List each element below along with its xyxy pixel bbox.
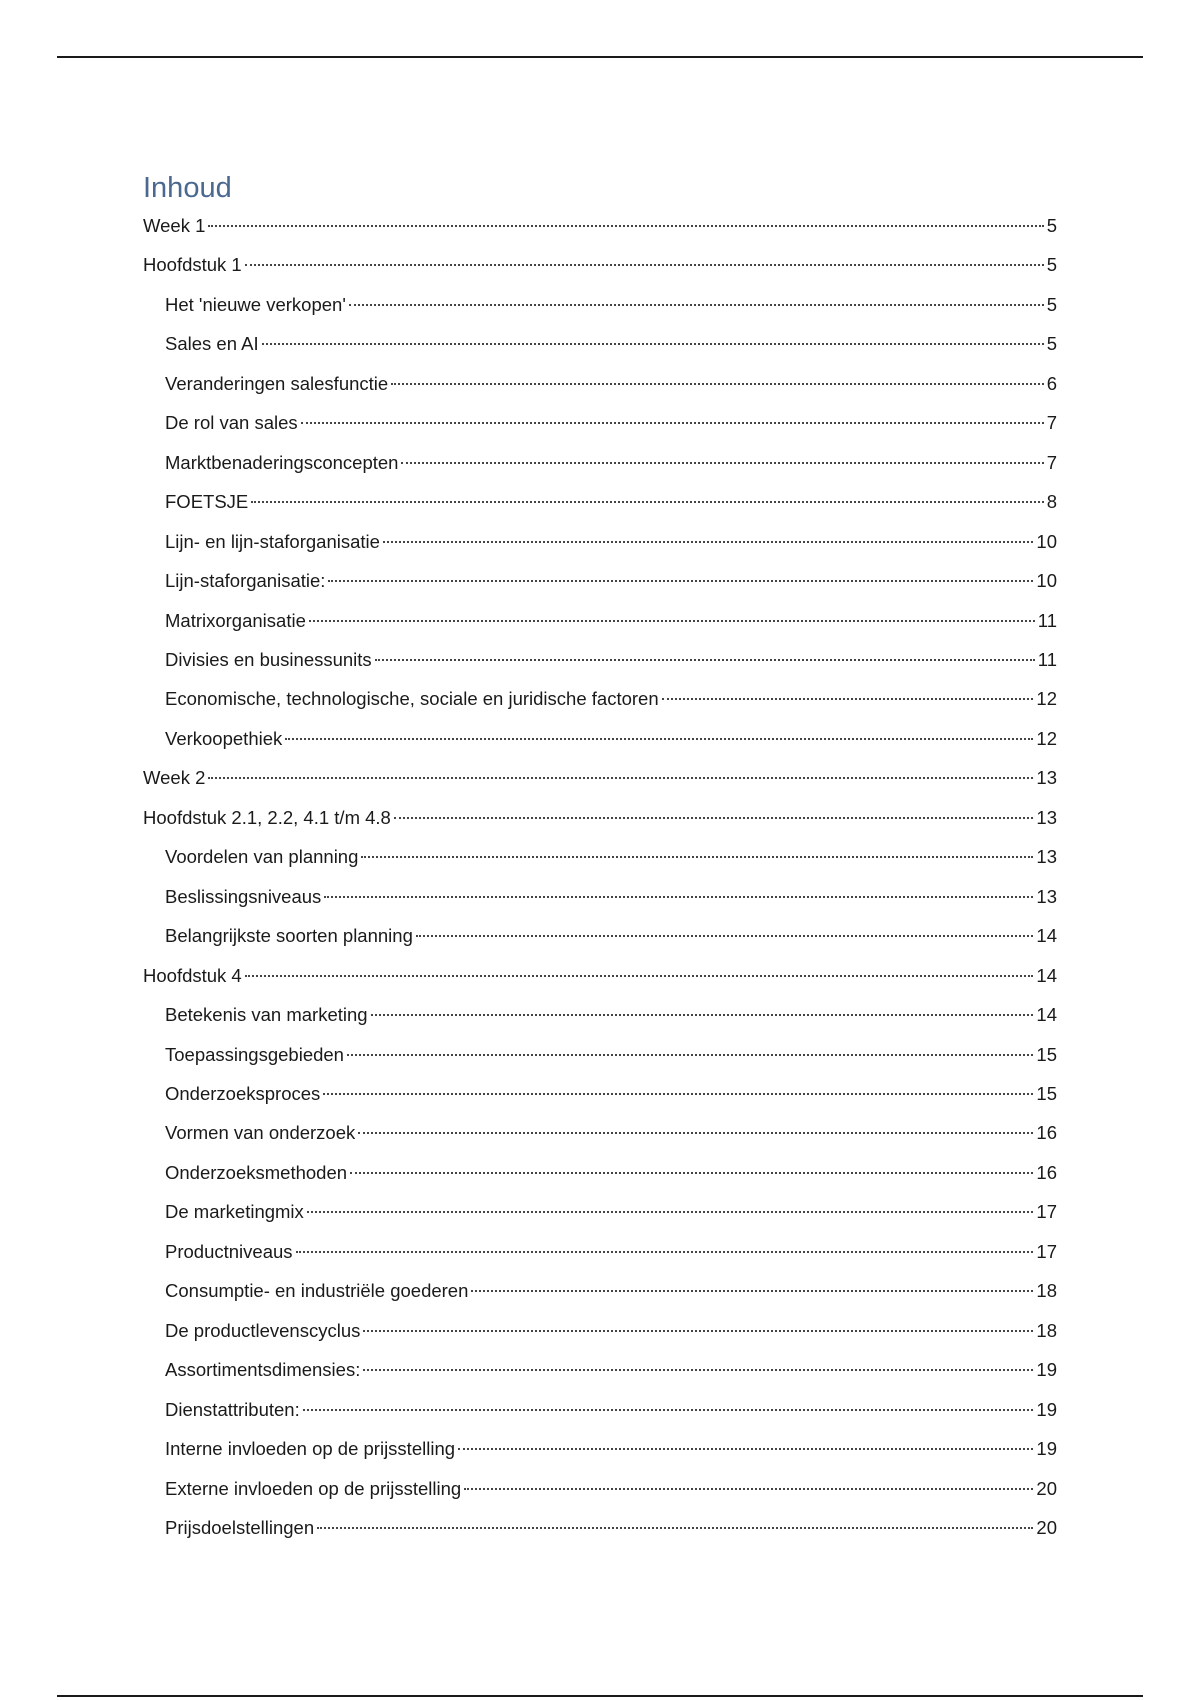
toc-leader-dots [471, 1290, 1033, 1292]
toc-entry-page: 14 [1036, 925, 1057, 947]
toc-entry-label: Externe invloeden op de prijsstelling [165, 1477, 462, 1499]
toc-entry-label: Lijn- en lijn-staforganisatie [165, 530, 380, 552]
toc-entry[interactable] [143, 916, 1057, 955]
toc-entry-label: Marktbenaderingsconcepten [165, 451, 399, 473]
toc-entry-page: 7 [1046, 451, 1057, 473]
toc-entry-label: Hoofdstuk 2.1, 2.2, 4.1 t/m 4.8 [143, 806, 391, 828]
toc-entry-label: Veranderingen salesfunctie [165, 372, 389, 394]
toc-entry-page: 5 [1046, 215, 1057, 236]
toc-entry-page: 15 [1036, 1043, 1057, 1065]
toc-entry-label: Hoofdstuk 1 [143, 254, 242, 276]
toc-entry-label: Lijn-staforganisatie: [165, 570, 326, 592]
toc-entry-page: 19 [1036, 1359, 1057, 1381]
toc-entry-page: 19 [1036, 1438, 1057, 1460]
toc-entry-page: 20 [1036, 1477, 1057, 1499]
toc-leader-dots [358, 1132, 1033, 1134]
toc-entry-label: Belangrijkste soorten planning [165, 925, 413, 947]
toc-entry-label: Matrixorganisatie [165, 609, 306, 631]
toc-entry-page: 16 [1036, 1161, 1057, 1183]
toc-entry-page: 11 [1037, 609, 1057, 631]
toc-entry-label: Divisies en businessunits [165, 648, 372, 670]
toc-entry[interactable] [143, 1271, 1057, 1310]
toc-entry-label: Verkoopethiek [165, 727, 283, 749]
toc-leader-dots [383, 541, 1034, 543]
toc-entry-page: 8 [1046, 491, 1057, 513]
toc-entry[interactable] [143, 995, 1057, 1034]
toc-entry-page: 11 [1037, 648, 1057, 670]
toc-leader-dots [296, 1251, 1034, 1253]
toc-entry-label: Onderzoeksmethoden [165, 1161, 348, 1183]
toc-entry[interactable] [143, 877, 1057, 916]
toc-leader-dots [361, 856, 1033, 858]
toc-entry-page: 12 [1036, 727, 1057, 749]
toc-entry[interactable] [143, 1232, 1057, 1271]
toc-entry[interactable] [143, 206, 1057, 245]
toc-entry[interactable] [143, 1035, 1057, 1074]
toc-entry-label: Beslissingsniveaus [165, 885, 322, 907]
toc-entry[interactable] [143, 324, 1057, 363]
toc-entry-page: 16 [1036, 1122, 1057, 1144]
toc-entry-label: Economische, technologische, sociale en juridische factoren [165, 688, 659, 710]
toc-entry[interactable] [143, 640, 1057, 679]
toc-leader-dots [416, 935, 1034, 937]
toc-entry-page: 14 [1036, 964, 1057, 986]
toc-entry-page: 5 [1046, 333, 1057, 355]
toc-entry-page: 20 [1036, 1516, 1057, 1538]
toc-leader-dots [285, 738, 1033, 740]
toc-entry-label: Interne invloeden op de prijsstelling [165, 1438, 456, 1460]
toc-entry-page: 18 [1036, 1319, 1057, 1341]
toc-entry[interactable] [143, 482, 1057, 521]
toc-leader-dots [391, 383, 1044, 385]
toc-leader-dots [317, 1527, 1033, 1529]
toc-entry-label: Sales en AI [165, 333, 259, 355]
toc-entry-label: De productlevenscyclus [165, 1319, 361, 1341]
toc-leader-dots [464, 1488, 1033, 1490]
toc-leader-dots [371, 1014, 1034, 1016]
toc-leader-dots [349, 304, 1044, 306]
toc-entry-page: 7 [1046, 412, 1057, 434]
toc-leader-dots [309, 620, 1035, 622]
toc-entry[interactable] [143, 1311, 1057, 1350]
toc-entry[interactable] [143, 1192, 1057, 1231]
toc-entry-label: De marketingmix [165, 1201, 304, 1223]
toc-leader-dots [401, 462, 1043, 464]
toc-entry[interactable] [143, 561, 1057, 600]
toc-entry-label: Hoofdstuk 4 [143, 964, 242, 986]
toc-entry[interactable] [143, 679, 1057, 718]
toc-entry-page: 17 [1036, 1201, 1057, 1223]
toc-entry[interactable] [143, 1074, 1057, 1113]
toc-entry-page: 10 [1036, 530, 1057, 552]
toc-entry-page: 13 [1036, 846, 1057, 868]
toc-entry-page: 14 [1036, 1004, 1057, 1026]
toc-entry-label: De rol van sales [165, 412, 298, 434]
toc-entry[interactable] [143, 719, 1057, 758]
toc-entry-page: 6 [1046, 372, 1057, 394]
toc-leader-dots [245, 975, 1034, 977]
table-of-contents [143, 170, 1057, 1547]
toc-entry[interactable] [143, 1390, 1057, 1429]
toc-leader-dots [245, 264, 1044, 266]
toc-entry-page: 5 [1046, 293, 1057, 315]
toc-entry[interactable] [143, 1113, 1057, 1152]
toc-entry[interactable] [143, 758, 1057, 797]
toc-leader-dots [662, 698, 1034, 700]
toc-entry[interactable] [143, 285, 1057, 324]
toc-entry-page: 15 [1036, 1082, 1057, 1104]
toc-entry-label: FOETSJE [165, 491, 249, 513]
toc-entry[interactable] [143, 1508, 1057, 1547]
toc-entry[interactable] [143, 837, 1057, 876]
toc-leader-dots [375, 659, 1035, 661]
toc-entry[interactable] [143, 1429, 1057, 1468]
toc-entry-page: 18 [1036, 1280, 1057, 1302]
toc-entry[interactable] [143, 601, 1057, 640]
toc-entry[interactable] [143, 1153, 1057, 1192]
toc-entry-label: Het 'nieuwe verkopen' [165, 293, 346, 315]
toc-entry-page: 17 [1036, 1240, 1057, 1262]
toc-entry-label: Consumptie- en industriële goederen [165, 1280, 469, 1302]
toc-leader-dots [303, 1409, 1034, 1411]
toc-entry[interactable] [143, 364, 1057, 403]
toc-entry-label: Toepassingsgebieden [165, 1043, 344, 1065]
toc-leader-dots [324, 896, 1033, 898]
footer-rule [57, 1695, 1143, 1697]
toc-entry-page: 13 [1036, 885, 1057, 907]
toc-leader-dots [262, 343, 1044, 345]
toc-title: Inhoud [143, 172, 232, 204]
toc-leader-dots [301, 422, 1044, 424]
toc-leader-dots [208, 777, 1033, 779]
toc-entry[interactable] [143, 522, 1057, 561]
toc-leader-dots [363, 1369, 1033, 1371]
toc-entry-page: 13 [1036, 767, 1057, 789]
toc-entry[interactable] [143, 1350, 1057, 1389]
toc-leader-dots [350, 1172, 1033, 1174]
toc-entry-label: Productniveaus [165, 1240, 293, 1262]
toc-entry[interactable] [143, 798, 1057, 837]
toc-entry-page: 5 [1046, 254, 1057, 276]
toc-list [143, 206, 1057, 1547]
toc-entry-label: Dienstattributen: [165, 1398, 300, 1420]
toc-leader-dots [363, 1330, 1033, 1332]
toc-entry-label: Voordelen van planning [165, 846, 359, 868]
toc-leader-dots [208, 225, 1043, 227]
toc-leader-dots [347, 1054, 1033, 1056]
toc-leader-dots [251, 501, 1043, 503]
toc-entry-label: Week 1 [143, 215, 206, 236]
toc-leader-dots [458, 1448, 1033, 1450]
toc-entry-page: 10 [1036, 570, 1057, 592]
toc-entry-page: 19 [1036, 1398, 1057, 1420]
toc-entry-page: 12 [1036, 688, 1057, 710]
toc-entry-label: Onderzoeksproces [165, 1082, 321, 1104]
toc-entry[interactable] [143, 403, 1057, 442]
toc-entry-page: 13 [1036, 806, 1057, 828]
toc-entry-label: Assortimentsdimensies: [165, 1359, 361, 1381]
toc-entry-label: Vormen van onderzoek [165, 1122, 356, 1144]
toc-entry[interactable] [143, 1469, 1057, 1508]
toc-entry[interactable] [143, 245, 1057, 284]
toc-leader-dots [323, 1093, 1033, 1095]
toc-leader-dots [307, 1211, 1034, 1213]
header-rule [57, 56, 1143, 58]
toc-entry[interactable] [143, 956, 1057, 995]
toc-entry[interactable] [143, 443, 1057, 482]
toc-entry-label: Betekenis van marketing [165, 1004, 368, 1026]
toc-entry-label: Week 2 [143, 767, 206, 789]
toc-leader-dots [328, 580, 1033, 582]
toc-entry-label: Prijsdoelstellingen [165, 1516, 315, 1538]
toc-leader-dots [394, 817, 1034, 819]
